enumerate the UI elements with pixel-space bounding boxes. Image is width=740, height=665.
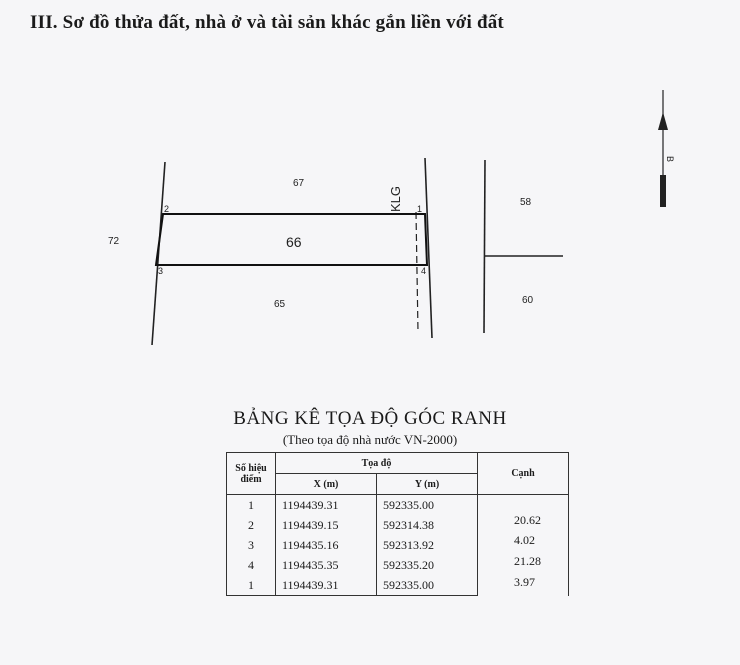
coordinate-table (226, 452, 569, 596)
header-x: X (m) (276, 474, 377, 495)
cell-x: 1194439.15 (276, 515, 377, 535)
neighbor-label-right-upper: 58 (520, 197, 532, 208)
cell-point: 3 (227, 535, 276, 555)
neighbor-label-bottom: 65 (274, 299, 286, 310)
header-y: Y (m) (377, 474, 478, 495)
cell-point: 1 (227, 495, 276, 516)
header-point-no: Số hiệu điểm (227, 453, 276, 495)
cell-x: 1194439.31 (276, 495, 377, 516)
cell-y: 592313.92 (377, 535, 478, 555)
point-label-2: 2 (164, 204, 170, 214)
neighbor-label-right-lower: 60 (522, 295, 534, 306)
edge-column (478, 495, 569, 596)
cell-point: 4 (227, 555, 276, 575)
section-heading: III. Sơ đồ thửa đất, nhà ở và tài sản khác gắn liền với đất (30, 12, 504, 33)
cell-x: 1194439.31 (276, 575, 377, 596)
header-coords: Tọa độ (276, 453, 478, 474)
neighbor-boundary-line (484, 160, 485, 333)
cell-y: 592335.20 (377, 555, 478, 575)
edge-value: 21.28 (514, 554, 541, 568)
point-label-4: 4 (421, 266, 427, 276)
edge-value: 20.62 (514, 513, 541, 527)
neighbor-label-top: 67 (293, 178, 305, 189)
table-subtitle: (Theo tọa độ nhà nước VN-2000) (282, 432, 458, 447)
edge-value: 4.02 (514, 533, 535, 547)
edge-value: 3.97 (514, 575, 535, 589)
cell-y: 592335.00 (377, 495, 478, 516)
header-edge: Cạnh (478, 453, 569, 495)
table-title: BẢNG KÊ TỌA ĐỘ GÓC RANH (233, 408, 507, 429)
cell-x: 1194435.35 (276, 555, 377, 575)
north-arrow-icon (658, 90, 675, 207)
cell-point: 2 (227, 515, 276, 535)
point-label-3: 3 (158, 266, 164, 276)
cell-x: 1194435.16 (276, 535, 377, 555)
parcel-label: 66 (286, 234, 302, 250)
road-setback-line (416, 212, 418, 332)
neighbor-label-left: 72 (108, 236, 120, 247)
point-label-1: 1 (417, 204, 423, 214)
cell-y: 592314.38 (377, 515, 478, 535)
table-row (227, 495, 569, 516)
north-arrow-label: B (665, 156, 675, 163)
cell-point: 1 (227, 575, 276, 596)
cell-y: 592335.00 (377, 575, 478, 596)
road-label: KLG (388, 185, 403, 212)
